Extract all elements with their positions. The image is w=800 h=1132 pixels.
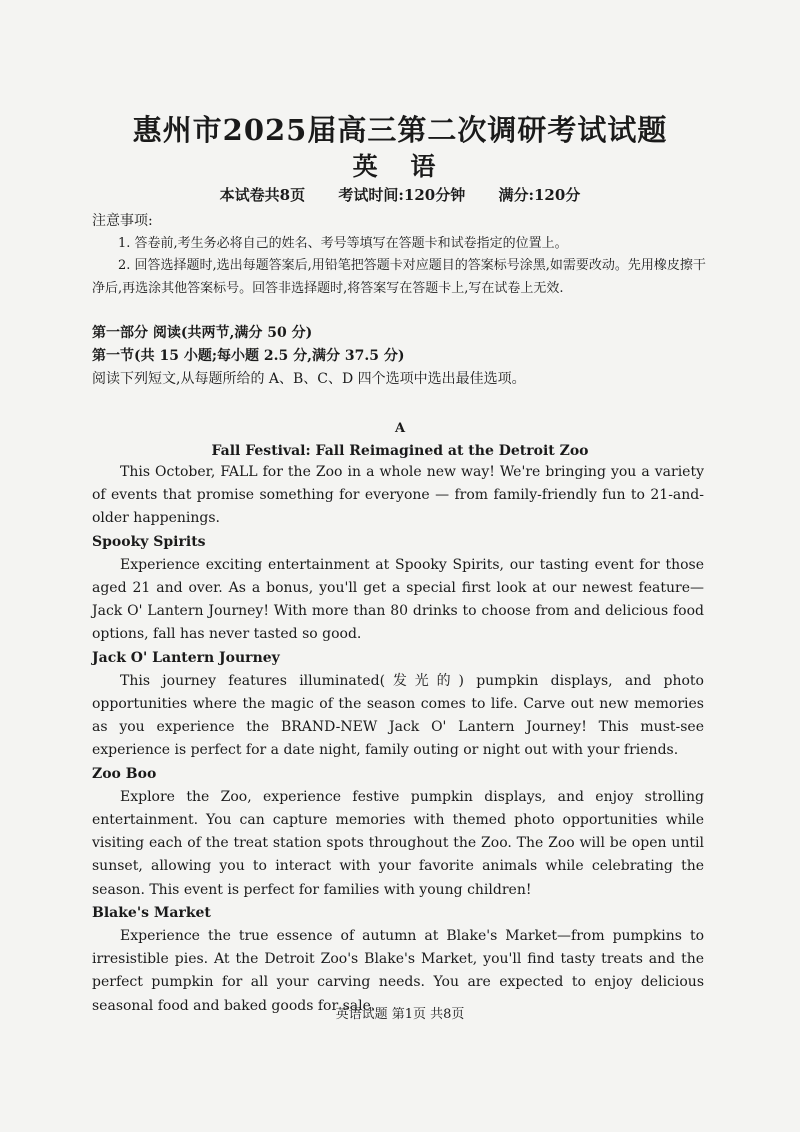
- full-score: 满分:120分: [498, 186, 581, 204]
- exam-meta: [0, 184, 800, 205]
- passage-intro: This October, FALL for the Zoo in a whole new way! We're bringing you a variety of events that promise something for everyone — from family-friendly fun to 21-and-older happenings.: [92, 464, 704, 527]
- note-item-2: 2. 回答选择题时,选出每题答案后,用铅笔把答题卡对应题目的答案标号涂黑,如需要改动。先用橡皮擦干净后,再选涂其他答案标号。回答非选择题时,将答案写在答题卡上,写在试卷上无效.: [92, 258, 706, 296]
- section-text-zoo-boo: Explore the Zoo, experience festive pumpkin displays, and enjoy strolling entertainment. You can capture memories with themed photo opportunities while visiting each of the treat station spots throughout the Zoo. The Zoo will be open until sunset, allowing you to interact with your favorite animals while celebrating the season. This event is perfect for families with young children!: [92, 788, 704, 898]
- passage-letter: A: [394, 421, 406, 436]
- exam-time: 考试时间:120分钟: [338, 186, 466, 204]
- part1-heading: 第一部分 阅读(共两节,满分 50 分): [92, 325, 313, 341]
- section-heading-blakes-market: Blake's Market: [92, 904, 211, 921]
- subject-title: 英 语: [352, 152, 448, 181]
- section-text-blakes-market: Experience the true essence of autumn at Blake's Market—from pumpkins to irresistible pies. At the Detroit Zoo's Blake's Market, you'll find tasty treats and the perfect pumpkin for all your carving needs. You are expected to enjoy delicious seasonal food and baked goods for sale.: [92, 928, 704, 1014]
- exam-title: 惠州市2025届高三第二次调研考试试题: [132, 113, 668, 147]
- notes-block: [92, 210, 712, 300]
- note-item-1: 1. 答卷前,考生务必将自己的姓名、考号等填写在答题卡和试卷指定的位置上。: [118, 235, 568, 251]
- page-count: 本试卷共8页: [219, 186, 306, 204]
- section-text-jack-o-lantern: This journey features illuminated(发光的) pumpkin displays, and photo opportunities where the magic of the season comes to life. Carve out new memories as you experience the BRAND-NEW Jack O' Lantern Journey! This must-see experience is perfect for a date night, family outing or night out with your friends.: [92, 672, 704, 759]
- passage-title: Fall Festival: Fall Reimagined at the Detroit Zoo: [211, 443, 589, 459]
- passage-body: [92, 461, 704, 1018]
- reading-instruction: 阅读下列短文,从每题所给的 A、B、C、D 四个选项中选出最佳选项。: [92, 371, 526, 387]
- section-text-spooky-spirits: Experience exciting entertainment at Spooky Spirits, our tasting event for those aged 21 and over. As a bonus, you'll get a special first look at our newest feature—Jack O' Lantern Journey! With more than 80 drinks to choose from and delicious food options, fall has never tasted so good.: [92, 556, 704, 643]
- page-footer: 英语试题 第1页 共8页: [335, 1007, 465, 1022]
- section-heading-zoo-boo: Zoo Boo: [92, 765, 157, 782]
- section1-heading: 第一节(共 15 小题;每小题 2.5 分,满分 37.5 分): [92, 348, 405, 364]
- section-heading-jack-o-lantern: Jack O' Lantern Journey: [92, 649, 280, 666]
- notes-heading: 注意事项:: [92, 213, 153, 229]
- section-heading-spooky-spirits: Spooky Spirits: [92, 533, 206, 550]
